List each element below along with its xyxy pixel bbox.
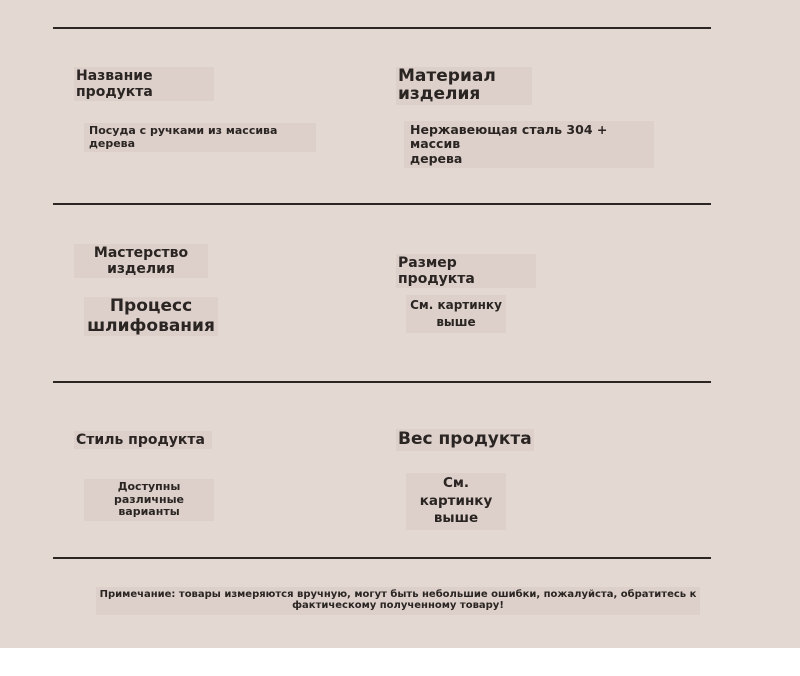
divider-2 — [53, 381, 711, 383]
product-name-label: Название продукта — [74, 67, 214, 101]
measurement-note: Примечание: товары измеряются вручную, могут быть небольшие ошибки, пожалуйста, обратитесь к фактическому полученному товару! — [96, 587, 700, 615]
divider-1 — [53, 203, 711, 205]
material-label: Материал изделия — [396, 67, 532, 105]
style-value: Доступны различные варианты — [84, 479, 214, 521]
divider-bottom — [53, 557, 711, 559]
size-value: См. картинку выше — [406, 295, 506, 333]
divider-top — [53, 27, 711, 29]
product-name-value: Посуда с ручками из массива дерева — [84, 123, 316, 152]
size-label: Размер продукта — [396, 254, 536, 288]
style-label: Стиль продукта — [74, 431, 212, 449]
craftsmanship-value: Процесс шлифования — [84, 297, 218, 336]
weight-value: См. картинку выше — [406, 473, 506, 530]
weight-label: Вес продукта — [396, 429, 534, 451]
material-value: Нержавеющая сталь 304 + массив дерева — [404, 121, 654, 168]
craftsmanship-label: Мастерство изделия — [74, 244, 208, 278]
